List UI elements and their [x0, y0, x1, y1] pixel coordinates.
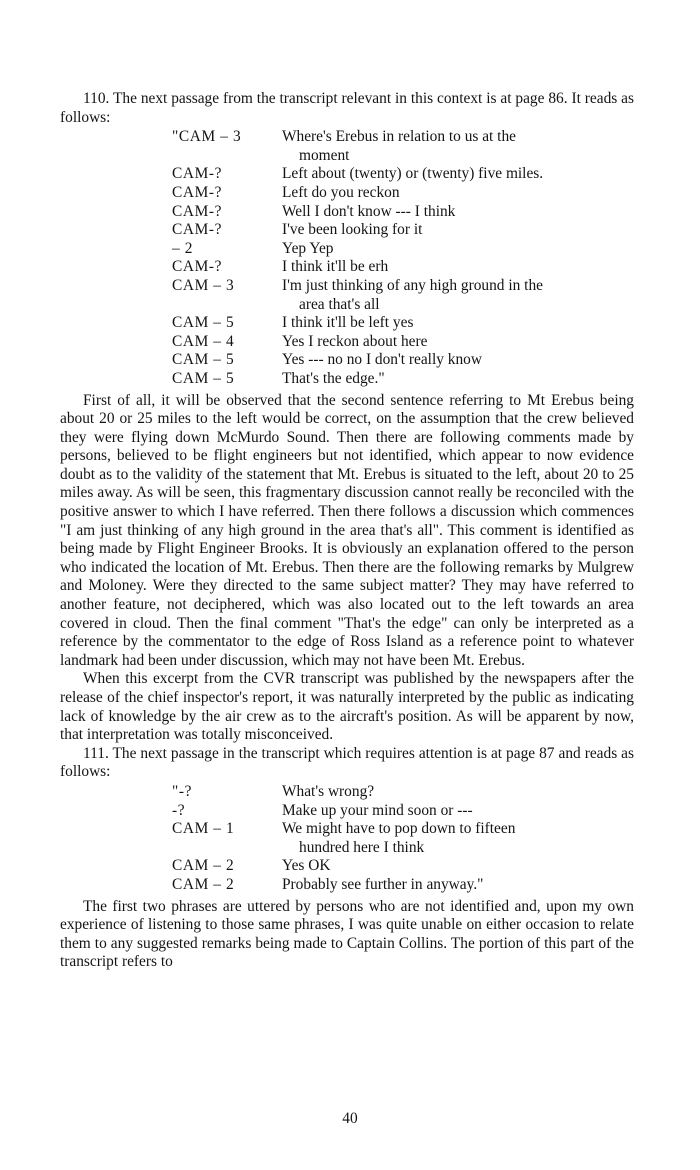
utterance: Make up your mind soon or ---	[282, 801, 473, 819]
speaker: CAM – 4	[172, 332, 235, 350]
transcript-row	[172, 314, 634, 333]
transcript-row	[172, 277, 634, 314]
utterance: I think it'll be left yes	[282, 314, 414, 332]
speaker: CAM – 1	[172, 820, 235, 838]
speaker: CAM – 5	[172, 314, 235, 332]
paragraph-analysis: First of all, it will be observed that the second sentence referring to Mt Erebus being about 20 or 25 miles to the left would be correct, on the assumption that the crew believed they were flying down McMurdo Sound. Then there are following comments made by persons, believed to be flight engineers but not identified, which appear to now evidence doubt as to the validity of the statement that Mt. Erebus is situated to the left, about 20 to 25 miles away. As will be seen, this fragmentary discussion cannot really be reconciled with the positive answer to which I have referred. Then there follows a discussion which commences "I am just thinking of any high ground in the area that's all". This comment is identified as being made by Flight Engineer Brooks. It is obviously an explanation offered to the person who indicated the location of Mt. Erebus. Then there are the following remarks by Mulgrew and Moloney. Were they directed to the same subject matter? They may have referred to another feature, not deciphered, which was also located out to the left towards an area covered in cloud. Then the final comment "That's the edge" can only be interpreted as a reference by the commentator to the edge of Ross Island as a reference point to whatever landmark had been under discussion, which may not have been Mt. Erebus.	[60, 391, 634, 669]
speaker: – 2	[172, 239, 194, 257]
transcript-row	[172, 258, 634, 277]
transcript-row	[172, 184, 634, 203]
document-page	[60, 90, 634, 972]
transcript-row	[172, 820, 634, 857]
speaker: CAM – 2	[172, 875, 235, 893]
utterance-text: We might have to pop down to fifteen	[282, 820, 516, 838]
paragraph-cvr-publication: When this excerpt from the CVR transcript was published by the newspapers after the release of the chief inspector's report, it was naturally interpreted by the public as indicating lack of knowledge by the air crew as to the aircraft's position. As will be apparent by now, that interpretation was totally misconceived.	[60, 670, 634, 744]
transcript-row	[172, 221, 634, 240]
speaker: -?	[172, 801, 186, 819]
utterance-continuation: hundred here I think	[299, 838, 425, 856]
transcript-row	[172, 128, 634, 165]
transcript-row	[172, 165, 634, 184]
utterance: Yes OK	[282, 857, 331, 875]
speaker: CAM – 5	[172, 351, 235, 369]
speaker: CAM – 2	[172, 857, 235, 875]
speaker: CAM-?	[172, 202, 223, 220]
transcript-row	[172, 802, 634, 821]
transcript-row	[172, 876, 634, 895]
utterance	[282, 277, 634, 314]
page-number: 40	[342, 1110, 358, 1127]
utterance: Yes I reckon about here	[282, 332, 428, 350]
speaker: CAM-?	[172, 221, 223, 239]
transcript-excerpt-page-86	[172, 128, 634, 388]
transcript-row	[172, 333, 634, 352]
utterance: I've been looking for it	[282, 221, 423, 239]
utterance: That's the edge."	[282, 369, 385, 387]
utterance: Well I don't know --- I think	[282, 202, 456, 220]
transcript-row	[172, 783, 634, 802]
speaker: CAM – 5	[172, 369, 235, 387]
transcript-row	[172, 351, 634, 370]
utterance-text: Where's Erebus in relation to us at the	[282, 128, 516, 146]
utterance-text: I'm just thinking of any high ground in the	[282, 276, 543, 294]
transcript-row	[172, 240, 634, 259]
speaker: "-?	[172, 782, 193, 800]
transcript-excerpt-page-87	[172, 783, 634, 895]
transcript-row	[172, 857, 634, 876]
utterance-continuation: moment	[299, 146, 350, 164]
utterance: Probably see further in anyway."	[282, 875, 484, 893]
utterance: I think it'll be erh	[282, 258, 389, 276]
speaker: CAM – 3	[172, 276, 235, 294]
paragraph-111-intro: 111. The next passage in the transcript which requires attention is at page 87 and reads as follows:	[60, 744, 634, 781]
speaker: CAM-?	[172, 183, 223, 201]
paragraph-closing: The first two phrases are uttered by persons who are not identified and, upon my own experience of listening to those same phrases, I was quite unable on either occasion to relate them to any suggested remarks being made to Captain Collins. The portion of this part of the transcript refers to	[60, 897, 634, 971]
utterance: Yes --- no no I don't really know	[282, 351, 482, 369]
speaker: CAM-?	[172, 258, 223, 276]
utterance	[282, 128, 634, 165]
speaker: "CAM – 3	[172, 128, 242, 146]
speaker: CAM-?	[172, 165, 223, 183]
transcript-row	[172, 370, 634, 389]
utterance: Left about (twenty) or (twenty) five miles.	[282, 165, 544, 183]
paragraph-110-intro: 110. The next passage from the transcript relevant in this context is at page 86. It reads as follows:	[60, 90, 634, 126]
utterance-continuation: area that's all	[299, 295, 380, 313]
transcript-row	[172, 203, 634, 222]
utterance	[282, 820, 634, 857]
utterance: Yep Yep	[282, 239, 334, 257]
utterance: Left do you reckon	[282, 183, 400, 201]
utterance: What's wrong?	[282, 782, 375, 800]
